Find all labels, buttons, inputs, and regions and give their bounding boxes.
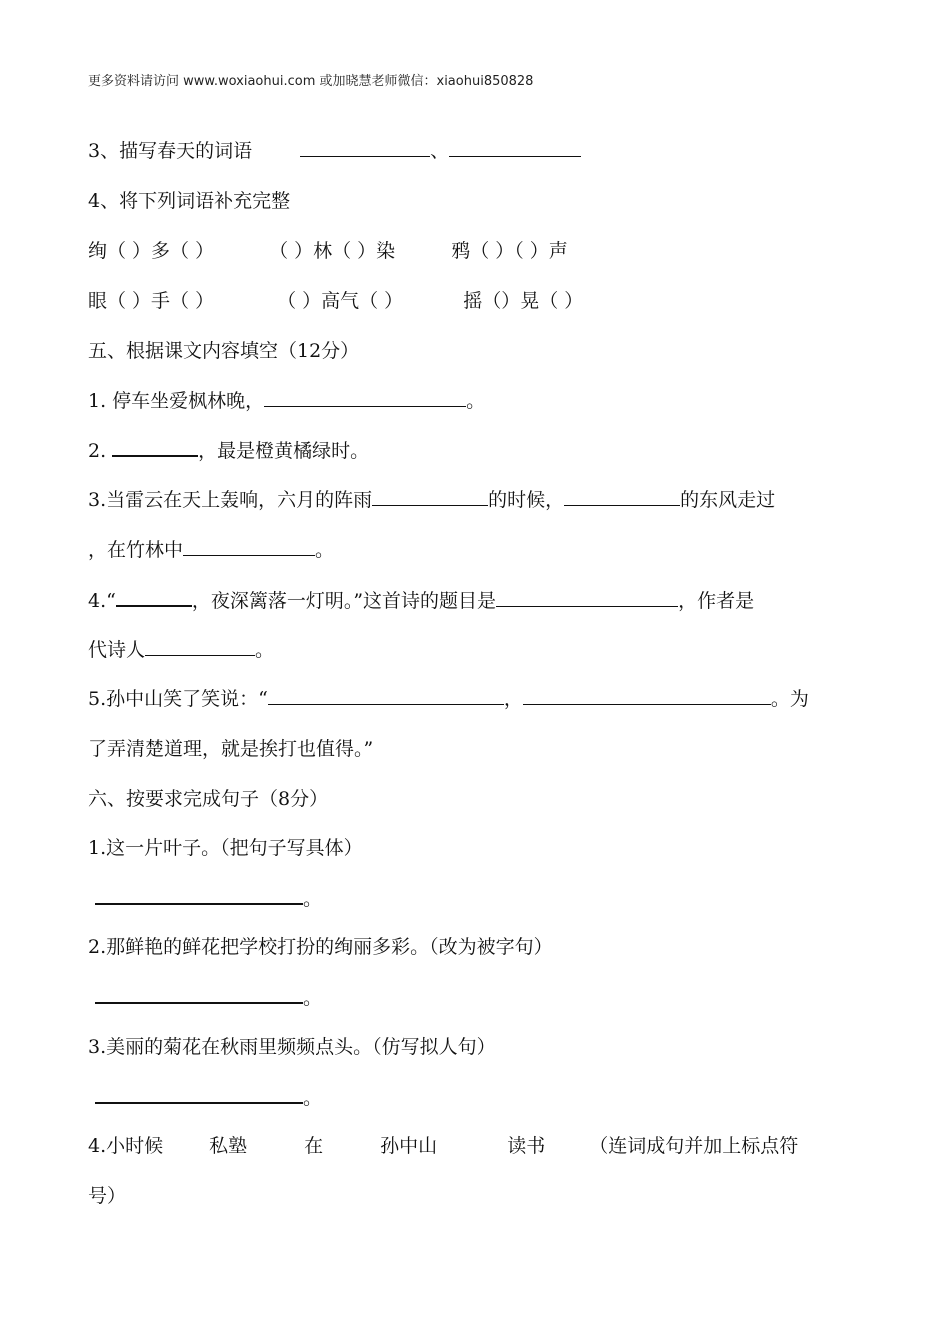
question-text: 的时候， [488, 489, 565, 511]
word-item: 绚（ ）多（ ） [88, 240, 215, 262]
s6-q3-answer [95, 1084, 322, 1111]
question-text: 5.孙中山笑了笑说：“ [88, 688, 268, 710]
answer-blank[interactable] [372, 487, 488, 506]
word-item: 眼（ ）手（ ） [88, 290, 215, 312]
answer-blank[interactable] [95, 885, 303, 905]
answer-blank[interactable] [300, 138, 430, 157]
q4-3-line [88, 138, 581, 164]
q4-3-text: 3、描写春天的词语 [88, 140, 253, 162]
s5-q1 [88, 388, 485, 414]
question-text: 4.“ [88, 590, 116, 612]
question-text: 。为 [770, 688, 809, 710]
q4-4-row2 [88, 288, 583, 314]
s6-q2: 2.那鲜艳的鲜花把学校打扮的绚丽多彩。（改为被字句） [88, 936, 553, 958]
answer-blank[interactable] [496, 588, 678, 607]
answer-blank[interactable] [95, 1084, 303, 1104]
answer-blank[interactable] [268, 686, 504, 705]
q4-4-title: 4、将下列词语补充完整 [88, 190, 291, 212]
section5-title: 五、根据课文内容填空（12分） [88, 340, 360, 362]
s6-q4 [88, 1133, 798, 1159]
punctuation: 。 [255, 639, 275, 661]
word-item: 读书 [507, 1135, 546, 1157]
word-item: 孙中山 [380, 1135, 438, 1157]
s6-q2-answer [95, 984, 322, 1011]
question-text: ，在竹林中 [88, 539, 184, 561]
s6-q1-answer [95, 885, 322, 912]
question-text: 3.当雷云在天上轰响，六月的阵雨 [88, 489, 373, 511]
separator: 、 [430, 140, 450, 162]
answer-blank[interactable] [112, 437, 198, 457]
s5-q4-cont [88, 637, 274, 663]
punctuation: 。 [303, 987, 323, 1009]
question-text: 的东风走过 [680, 489, 776, 511]
word-item: 鸦（ ）（ ）声 [451, 240, 568, 262]
s5-q3-cont [88, 537, 334, 563]
word-item: （ ）林（ ）染 [269, 240, 396, 262]
s5-q3 [88, 487, 775, 513]
word-item: 摇（）晃（ ） [463, 290, 584, 312]
answer-blank[interactable] [523, 686, 771, 705]
question-text: ，作者是 [678, 590, 755, 612]
word-item: 私塾 [209, 1135, 248, 1157]
question-text: 代诗人 [88, 639, 146, 661]
s6-q3: 3.美丽的菊花在秋雨里频频点头。（仿写拟人句） [88, 1036, 496, 1058]
question-text: ，夜深篱落一灯明。”这首诗的题目是 [191, 590, 497, 612]
question-text: 2. [88, 440, 113, 462]
answer-blank[interactable] [264, 388, 466, 407]
s5-q4 [88, 587, 754, 614]
s5-q2 [88, 437, 369, 464]
word-item: （ ）高气（ ） [277, 290, 404, 312]
question-hint: （连词成句并加上标点符 [589, 1135, 799, 1157]
punctuation: ， [503, 688, 523, 710]
q4-4-row1 [88, 238, 568, 264]
answer-blank[interactable] [95, 984, 303, 1004]
word-item: 在 [304, 1135, 324, 1157]
word-item: 4.小时候 [88, 1135, 164, 1157]
section6-title: 六、按要求完成句子（8分） [88, 788, 329, 810]
question-text: 1. 停车坐爱枫林晚， [88, 390, 265, 412]
answer-blank[interactable] [183, 537, 315, 556]
punctuation: 。 [303, 1087, 323, 1109]
question-text: ，最是橙黄橘绿时。 [198, 440, 370, 462]
punctuation: 。 [315, 539, 335, 561]
answer-blank[interactable] [145, 637, 255, 656]
punctuation: 。 [303, 888, 323, 910]
s6-q4-cont: 号） [88, 1185, 127, 1207]
answer-blank[interactable] [116, 587, 192, 607]
punctuation: 。 [466, 390, 486, 412]
s5-q5 [88, 686, 809, 712]
s5-q5-cont: 了弄清楚道理，就是挨打也值得。” [88, 738, 374, 760]
s6-q1: 1.这一片叶子。（把句子写具体） [88, 837, 363, 859]
page-header: 更多资料请访问 www.woxiaohui.com 或加晓慧老师微信：xiaohui850828 [88, 74, 534, 89]
answer-blank[interactable] [449, 138, 581, 157]
answer-blank[interactable] [564, 487, 680, 506]
